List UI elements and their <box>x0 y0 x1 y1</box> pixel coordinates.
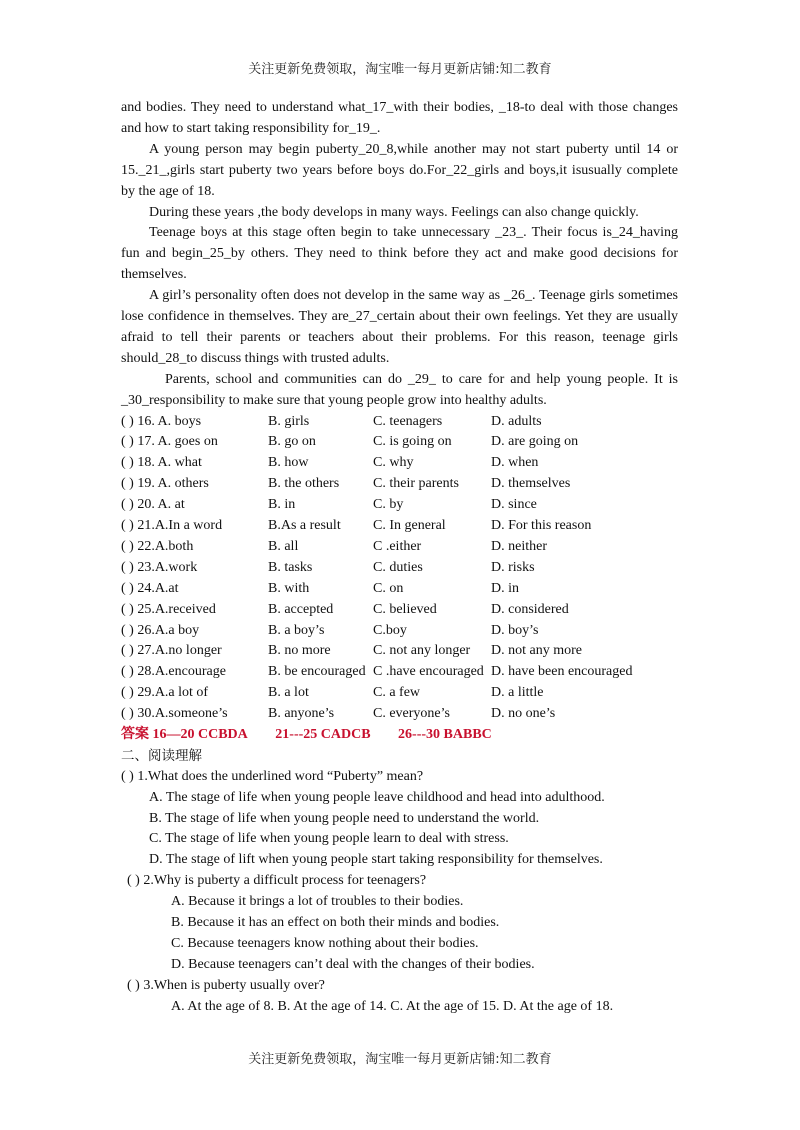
question-option-c: C. their parents <box>373 476 459 492</box>
question-option-c: C .either <box>373 538 422 554</box>
question-option-c: C.boy <box>373 622 407 638</box>
page-header: 关注更新免费领取，淘宝唯一每月更新店铺:知二教育 <box>248 62 552 77</box>
cloze-question-row <box>121 495 678 516</box>
passage-paragraph: A young person may begin puberty_20_8,while another may not start puberty until 14 or 15._21_,girls start puberty two years before boys do.For_22_girls and boys,it isusually complete by the age of 18. <box>121 141 678 199</box>
option-line: A. Because it brings a lot of troubles to their bodies. <box>171 894 464 910</box>
reading-question-3: ( ) 3.When is puberty usually over? <box>127 977 325 993</box>
question-option-c: C. everyone’s <box>373 706 450 722</box>
question-option-b: B. how <box>268 455 309 471</box>
cloze-question-row <box>121 600 678 621</box>
question-option-a: ( ) 28.A.encourage <box>121 664 226 680</box>
question-option-d: D. when <box>491 455 539 471</box>
question-option-a: ( ) 20. A. at <box>121 497 185 513</box>
question-option-c: C. believed <box>373 601 437 617</box>
question-option-a: ( ) 21.A.In a word <box>121 518 223 534</box>
question-option-c: C .have encouraged <box>373 664 484 680</box>
question-option-a: ( ) 30.A.someone’s <box>121 706 228 722</box>
question-option-b: B. in <box>268 497 296 513</box>
question-option-a: ( ) 25.A.received <box>121 601 216 617</box>
question-option-a: ( ) 27.A.no longer <box>121 643 222 659</box>
question-option-c: C. teenagers <box>373 413 443 429</box>
option-line: D. Because teenagers can’t deal with the changes of their bodies. <box>171 956 535 972</box>
cloze-question-list <box>121 412 678 725</box>
question-option-b: B. be encouraged <box>268 664 366 680</box>
passage-paragraph: and bodies. They need to understand what_17_with their bodies, _18-to deal with those changes and how to start taking responsibility for_19_. <box>121 100 678 136</box>
question-option-b: B. with <box>268 580 310 596</box>
question-option-c: C. is going on <box>373 434 452 450</box>
cloze-question-row <box>121 621 678 642</box>
answer-group: 21---25 CADCB <box>275 726 371 742</box>
page-footer: 关注更新免费领取，淘宝唯一每月更新店铺:知二教育 <box>248 1052 552 1067</box>
passage-paragraph: A girl’s personality often does not develop in the same way as _26_. Teenage girls sometimes lose confidence in themselves. They are_27_certain about their own feelings. Yet they are usually afraid to tell their parents or teachers about their problems. For this reason, teenage girls should_28_to discuss things with trusted adults. <box>121 288 678 366</box>
question-option-d: D. a little <box>491 685 544 701</box>
question-option-c: C. a few <box>373 685 421 701</box>
question-option-a: ( ) 22.A.both <box>121 538 194 554</box>
cloze-question-row <box>121 453 678 474</box>
question-option-b: B. no more <box>268 643 331 659</box>
cloze-question-row <box>121 516 678 537</box>
question-option-b: B. the others <box>268 476 340 492</box>
question-option-b: B. tasks <box>268 559 313 575</box>
question-option-b: B. go on <box>268 434 316 450</box>
question-option-b: B. anyone’s <box>268 706 335 722</box>
question-option-d: D. risks <box>491 559 535 575</box>
cloze-question-row <box>121 432 678 453</box>
cloze-question-row <box>121 537 678 558</box>
question-option-a: ( ) 29.A.a lot of <box>121 685 209 701</box>
question-option-c: C. In general <box>373 518 446 534</box>
option-line: B. Because it has an effect on both their minds and bodies. <box>171 914 500 930</box>
question-option-a: ( ) 24.A.at <box>121 580 179 596</box>
question-option-d: D. have been encouraged <box>491 664 633 680</box>
cloze-question-row <box>121 641 678 662</box>
question-option-c: C. not any longer <box>373 643 471 659</box>
answer-group: 答案 16—20 CCBDA <box>121 726 248 742</box>
passage-paragraph: During these years ,the body develops in many ways. Feelings can also change quickly. <box>149 204 639 220</box>
cloze-question-row <box>121 704 678 725</box>
document-body <box>121 98 678 1017</box>
passage-paragraph: Parents, school and communities can do _29_ to care for and help young people. It is _30_responsibility to make sure that young people grow into healthy adults. <box>121 371 678 408</box>
question-option-b: B. a lot <box>268 685 309 701</box>
question-option-c: C. by <box>373 497 404 513</box>
cloze-question-row <box>121 474 678 495</box>
question-option-a: ( ) 23.A.work <box>121 559 198 575</box>
question-option-d: D. in <box>491 580 519 596</box>
question-option-a: ( ) 19. A. others <box>121 476 209 492</box>
cloze-question-row <box>121 579 678 600</box>
option-line: C. The stage of life when young people learn to deal with stress. <box>149 831 509 847</box>
passage-paragraph: Teenage boys at this stage often begin to take unnecessary _23_. Their focus is_24_having fun and begin_25_by others. They need to think before they act and make good decisions for themselves. <box>121 225 678 283</box>
question-option-b: B. a boy’s <box>268 622 325 638</box>
option-line: D. The stage of lift when young people start taking responsibility for themselves. <box>149 852 603 868</box>
question-option-b: B. accepted <box>268 601 334 617</box>
cloze-question-row <box>121 558 678 579</box>
answer-group: 26---30 BABBC <box>398 726 492 742</box>
question-option-d: D. boy’s <box>491 622 539 638</box>
option-line: C. Because teenagers know nothing about their bodies. <box>171 935 479 951</box>
option-line: A. The stage of life when young people leave childhood and head into adulthood. <box>149 789 605 805</box>
cloze-question-row <box>121 662 678 683</box>
question-option-b: B. all <box>268 538 299 554</box>
question-option-a: ( ) 26.A.a boy <box>121 622 200 638</box>
option-line: A. At the age of 8. B. At the age of 14. C. At the age of 15. D. At the age of 18. <box>171 998 614 1014</box>
question-option-c: C. on <box>373 580 404 596</box>
question-option-b: B. girls <box>268 413 310 429</box>
question-option-a: ( ) 16. A. boys <box>121 413 202 429</box>
cloze-question-row <box>121 412 678 433</box>
section-title: 二、阅读理解 <box>121 747 202 764</box>
question-option-d: D. themselves <box>491 476 571 492</box>
reading-question-1: ( ) 1.What does the underlined word “Puberty” mean? <box>121 768 424 784</box>
reading-question-2: ( ) 2.Why is puberty a difficult process for teenagers? <box>127 873 427 889</box>
question-option-b: B.As a result <box>268 518 341 534</box>
question-option-c: C. duties <box>373 559 423 575</box>
cloze-question-row <box>121 683 678 704</box>
question-option-d: D. no one’s <box>491 706 556 722</box>
question-option-d: D. For this reason <box>491 518 592 534</box>
question-option-d: D. neither <box>491 538 547 554</box>
question-option-d: D. are going on <box>491 434 579 450</box>
question-option-d: D. since <box>491 497 537 513</box>
question-option-d: D. considered <box>491 601 569 617</box>
question-option-d: D. not any more <box>491 643 582 659</box>
option-line: B. The stage of life when young people need to understand the world. <box>149 810 540 826</box>
question-option-d: D. adults <box>491 413 542 429</box>
question-option-a: ( ) 18. A. what <box>121 455 202 471</box>
question-option-c: C. why <box>373 455 414 471</box>
question-option-a: ( ) 17. A. goes on <box>121 434 218 450</box>
answer-key <box>121 725 678 746</box>
